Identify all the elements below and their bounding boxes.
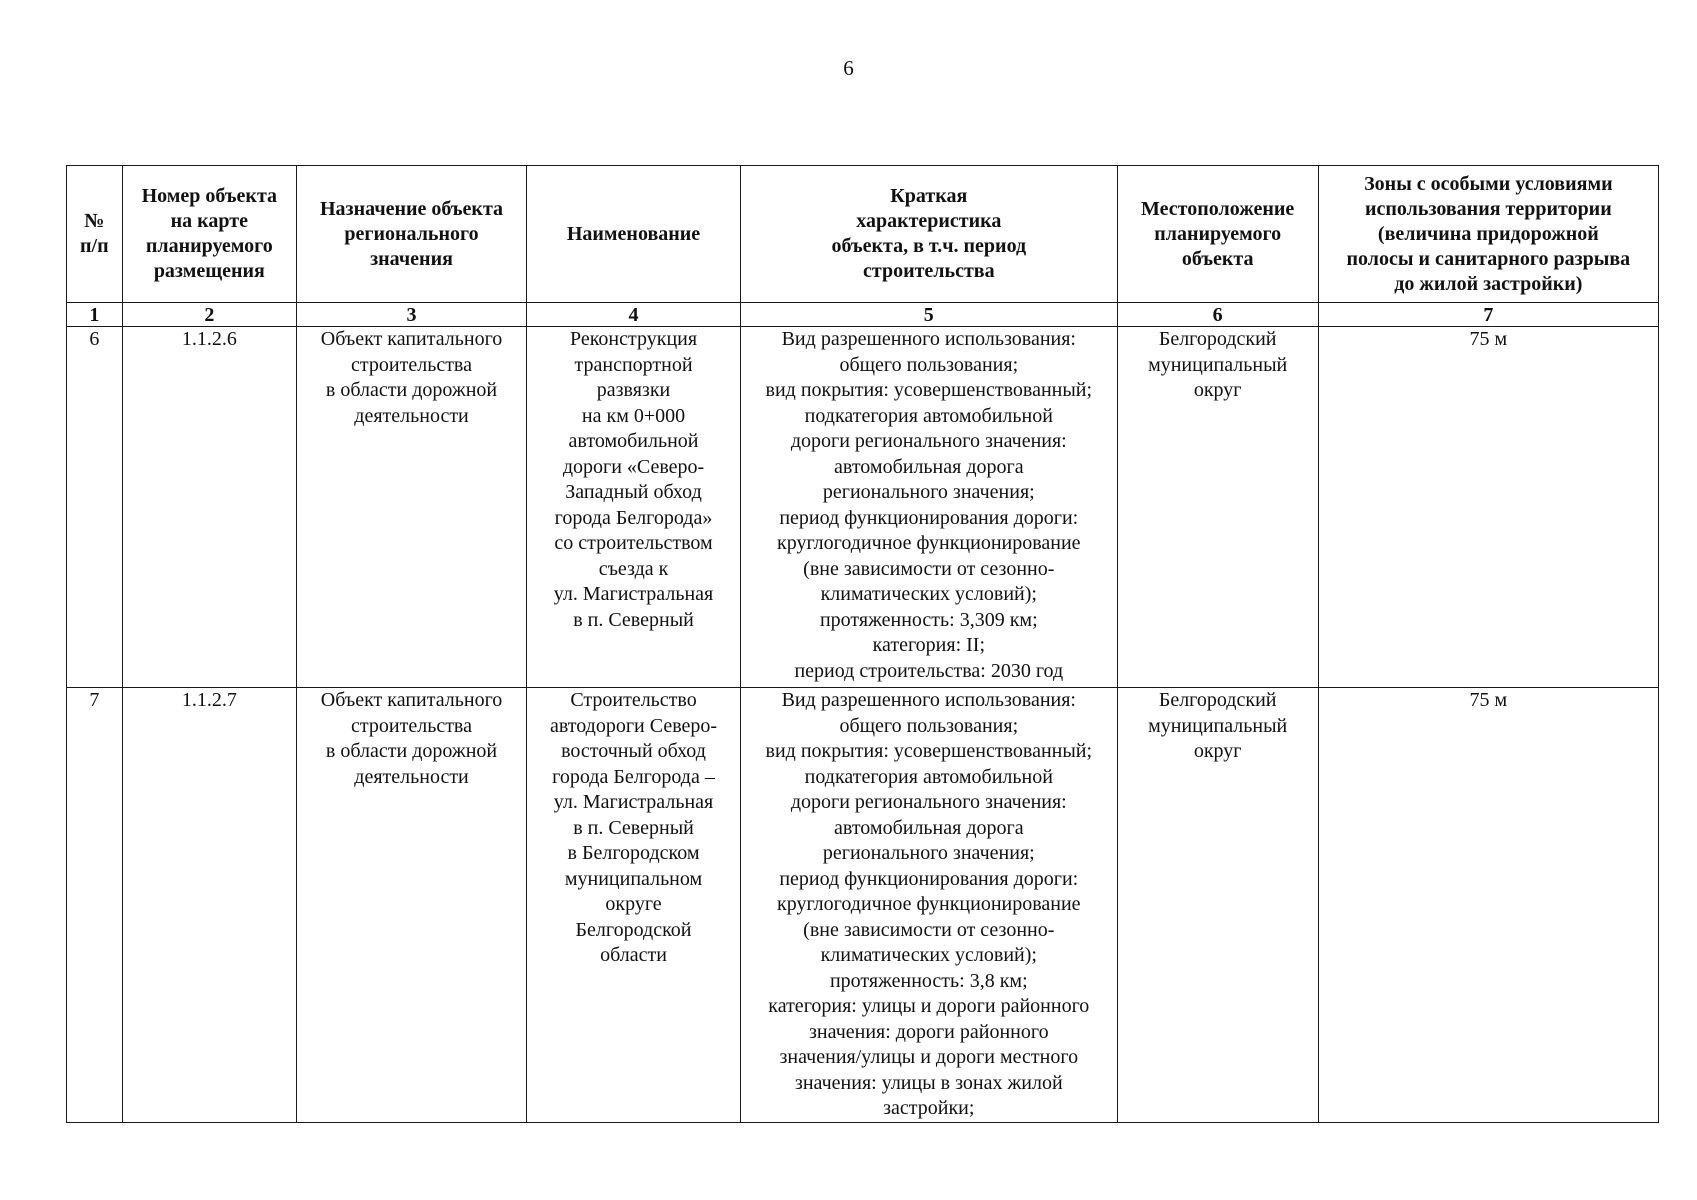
description-cell: Вид разрешенного использования: общего пользования; вид покрытия: усовершенствованный; подкатегория автомобильной дороги регионального значения: автомобильная дорога регионального значения; период функционирования дороги: круглогодичное функционирование (вне зависимости от сезонно- климатических условий); протяженность: 3,8 км; категория: улицы и дороги районного значения: дороги районного значения/улицы и дороги местного значения: улицы в зонах жилой застройки; xyxy=(741,688,1118,1123)
location-cell: Белгородский муниципальный округ xyxy=(1117,327,1318,688)
header-cell-description: Краткая характеристика объекта, в т.ч. период строительства xyxy=(741,166,1118,303)
description-cell: Вид разрешенного использования: общего пользования; вид покрытия: усовершенствованный; подкатегория автомобильной дороги регионального значения: автомобильная дорога регионального значения; период функционирования дороги: круглогодичное функционирование (вне зависимости от сезонно- климатических условий); протяженность: 3,309 км; категория: II; период строительства: 2030 год xyxy=(741,327,1118,688)
column-number-cell: 5 xyxy=(741,303,1118,327)
row-number-cell: 7 xyxy=(67,688,123,1123)
column-number-cell: 3 xyxy=(297,303,527,327)
column-number-cell: 7 xyxy=(1318,303,1658,327)
map-number-cell: 1.1.2.7 xyxy=(122,688,296,1123)
column-number-cell: 4 xyxy=(527,303,741,327)
zones-cell: 75 м xyxy=(1318,688,1658,1123)
column-number-row xyxy=(67,303,1659,327)
row-number-cell: 6 xyxy=(67,327,123,688)
header-cell-purpose: Назначение объекта регионального значения xyxy=(297,166,527,303)
page-number: 6 xyxy=(843,56,854,80)
planned-objects-table xyxy=(66,165,1659,1123)
purpose-cell: Объект капитального строительства в области дорожной деятельности xyxy=(297,327,527,688)
column-number-cell: 1 xyxy=(67,303,123,327)
header-cell-name: Наименование xyxy=(527,166,741,303)
name-cell: Реконструкция транспортной развязки на км 0+000 автомобильной дороги «Северо- Западный обход города Белгорода» со строительством съезда к ул. Магистральная в п. Северный xyxy=(527,327,741,688)
column-number-cell: 6 xyxy=(1117,303,1318,327)
header-cell-map-number: Номер объекта на карте планируемого размещения xyxy=(122,166,296,303)
table-row xyxy=(67,327,1659,688)
purpose-cell: Объект капитального строительства в области дорожной деятельности xyxy=(297,688,527,1123)
header-cell-location: Местоположение планируемого объекта xyxy=(1117,166,1318,303)
table-header-row xyxy=(67,166,1659,303)
header-cell-zones: Зоны с особыми условиями использования территории (величина придорожной полосы и санитарного разрыва до жилой застройки) xyxy=(1318,166,1658,303)
name-cell: Строительство автодороги Северо- восточный обход города Белгорода – ул. Магистральная в п. Северный в Белгородском муниципальном округе Белгородской области xyxy=(527,688,741,1123)
map-number-cell: 1.1.2.6 xyxy=(122,327,296,688)
table-row xyxy=(67,688,1659,1123)
header-cell-number: № п/п xyxy=(67,166,123,303)
column-number-cell: 2 xyxy=(122,303,296,327)
zones-cell: 75 м xyxy=(1318,327,1658,688)
location-cell: Белгородский муниципальный округ xyxy=(1117,688,1318,1123)
